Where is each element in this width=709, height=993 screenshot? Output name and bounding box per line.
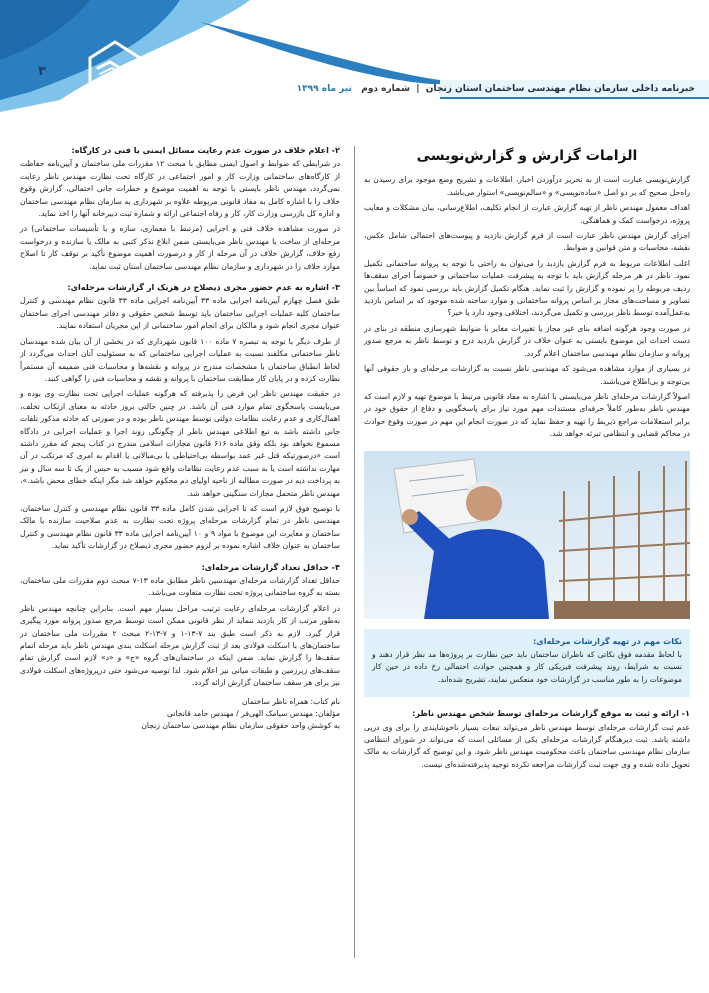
section-heading: ۳- اشاره به عدم حضور مجری ذیصلاح در هریک از گزارشات مرحله‌ای:	[67, 282, 340, 293]
section-heading: ۱- ارائه و ثبت به موقع گزارشات مرحله‌ای توسط شخص مهندس ناظر:	[412, 708, 690, 719]
paragraph: اغلب اطلاعات مربوط به فرم گزارش بازدید را می‌توان به راحتی با توجه به پروانه ساختمانی تکمیل نمود. ناظر در هر مرحله گزارش باید با توجه به پیشرفت عملیات ساختمانی و خصوصاً اجرای سقف‌ها ردیف مربوطه را پر نموده و گزارش را ثبت نماید. هنگام تکمیل گزارش باید بررسی نمود که اساساً بین تصاویر و مساحت‌های مجاز بر اساس پروانه ساختمانی و موارد ساخته شده موجود که بر اساس بازدید به‌عمل‌آمده توسط ناظر بررسی و تکمیل می‌گردند، اختلافی وجود دارد یا خیر؟	[364, 258, 690, 318]
newsletter-name: خبرنامه داخلی سازمان نظام مهندسی ساختمان استان زنجان	[425, 84, 695, 94]
article-title: الزامات گزارش و گزارش‌نویسی	[416, 148, 638, 164]
section-heading: ۲- اعلام خلاف در صورت عدم رعایت مسائل ایمنی یا فنی در کارگاه:	[71, 145, 340, 155]
paragraph: در حقیقت مهندس ناظر این فرض را پذیرفته که هرگونه عملیات اجرایی تحت نظارت وی بوده و می‌بایست پاسخگوی تمام موارد فنی آن باشد. در چنین حالتی بروز حادثه به معنای ارتکاب تخلف، اهمال‌کاری و عدم رعایت نظامات دولتی توسط مهندس ناظر بوده و در صورتی که حادثه مذکور تلفات جانی داشته باشد به تبع اطلاعی مهندس ناظر از چگونگی روند اجرا و عملیات اجرایی در دادگاه مسموع نخواهد بود بلکه وفق ماده ۶۱۶ قانون مجازات اسلامی مندرج در کتاب پنجم که مقرر داشته است «درصورتیکه قتل غیر عمد بواسطه بی‌احتیاطی یا بی‌مبالاتی یا اقدام به امری که مرتکب در آن مهارت نداشته است یا به سبب عدم رعایت نظامات واقع شود مسبب به حبس از یک تا سه سال و نیز به پرداخت دیه در صورت مطالبه از ناحیه اولیای دم محکوم خواهد شد مگر اینکه خطای محض باشد.»، مهندس ناظر متحمل مجازات سنگینی خواهد شد.	[20, 389, 341, 498]
issue-date: تیر ماه ۱۳۹۹	[296, 84, 352, 94]
page-header	[0, 0, 709, 112]
credit-line: به کوشش واحد حقوقی سازمان نظام مهندسی ساختمان زنجان	[141, 721, 340, 731]
notes-box	[364, 629, 690, 698]
paragraph: عدم ثبت گزارشات مرحله‌ای توسط مهندس ناظر می‌تواند تبعات بسیار ناخوشایندی را برای وی درپی داشته باشد. ثبت دیرهنگام گزارشات مرحله‌ای یکی از مسائلی است که می‌تواند در شورای انتظامی سازمان نظام مهندسی ساختمان باعث محکومیت مهندس ناظر شود. و این توضیح که گزارشات به مالک تحویل داده شده و وی جهت ثبت گزارشات مراجعه نکرده توجیه پذیرفته‌شده‌ای نیست.	[364, 722, 690, 769]
paragraph: در شرایطی که ضوابط و اصول ایمنی مطابق با مبحث ۱۲ مقررات ملی ساختمان و آیین‌نامه حفاظت از کارگاه‌های ساختمانی وزارت کار و امور اجتماعی در کارگاه تحت نظارت مهندس ناظر رعایت نمی‌گردد، مهندس ناظر بایستی با توجه به اهمیت موضوع و خطرات جانی احتمالی، گزارش وقوع خلاف را با اشاره کامل به مفاد قانونی مربوطه علاوه بر شهرداری به سازمان نظام مهندسی ساختمان و اداره کل بازرسی وزارت کار، کار و رفاه اجتماعی ارائه و شماره ثبت دبیرخانه آنها را اخذ نماید.	[20, 159, 340, 219]
handshake-house-icon	[80, 38, 150, 90]
paragraph: در اعلام گزارشات مرحله‌ای رعایت ترتیب مراحل بسیار مهم است. بنابراین چنانچه مهندس ناظر به‌طور مرتب از کار بازدید ننماید از نظر قانونی ممکن است توسط مرجع صدور پروانه مورد پیگیری قرار گیرد. لازم به ذکر است طبق بند ۷-۱۳-۱ و ۷-۱۳-۲ مبحث ۲ مقررات ملی ساختمان در ساختمان‌های با اسکلت فولادی بعد از ثبت گزارش مرحله اسکلت بندی مهندس ناظر باید مرحله اتمام سقف‌ها را گزارش نماید. ضمن اینکه در ساختمان‌های گروه «ج» و «د» لازم است گزارش تمام سقف‌های زیرزمین و طبقات میانی نیز اعلام شود. لذا توصیه می‌شود حتی درپروژه‌های اسکلت فولادی نیز برای هر سقف ساختمان گزارش ارائه گردد.	[20, 603, 341, 688]
paragraph: اهداف معمول مهندس ناظر از تهیه گزارش عبارت از انجام تکلیف، اطلاع‌رسانی، بیان مشکلات و معایب پروژه، درخواست کمک و هماهنگی.	[364, 203, 690, 225]
left-column	[20, 142, 340, 733]
paragraph: حداقل تعداد گزارشات مرحله‌ای مهندسین ناظر مطابق ماده ۱۳-۷ مبحث دوم مقررات ملی ساختمان، بسته به گروه ساختمانی پروژه تحت نظارت متفاوت می‌باشد.	[20, 576, 340, 598]
credit-line: مؤلفان: مهندس سیامک الهی‌فر / مهندس حامد قانجانی	[167, 709, 340, 719]
notes-text: با لحاظ مقدمه فوق نکاتی که ناظران ساختمان باید حین نظارت بر پروژه‌ها مد نظر قرار دهند و نسبت به شرایط، روند پیشرفت فیزیکی کار و همچنین حوادث احتمالی رخ داده در حین کار موضوعات را به طور مناسب در گزارشات خود منعکس نمایند، تشریح شده‌اند.	[372, 649, 682, 684]
column-divider	[354, 146, 355, 958]
paragraph: در بسیاری از موارد مشاهده می‌شود که مهندسی ناظر نسبت به گزارشات مرحله‌ای و بار حقوقی آنها بی‌توجه و بی‌اطلاع می‌باشند.	[364, 364, 690, 386]
paragraph: با توضیح فوق لازم است که تا اجرایی شدن کامل ماده ۳۳ قانون نظام مهندسی و کنترل ساختمان، مهندسی ناظر در تمام گزارشات مرحله‌ای پروژه تحت نظارت به عدم صلاحیت سازنده یا مالک ساختمان و مغایرت این موضوع با مواد ۹ و ۱۰ آیین‌نامه اجرایی ماده ۳۳ قانون نظام مهندسی و کنترل ساختمان به عنوان خلاف اشاره نموده بر لزوم حضور مجری ذیصلاح در گزارشات تأکید نماید.	[20, 503, 340, 551]
paragraph: گزارش‌نویسی عبارت است از به تحریر درآوردن اخبار، اطلاعات و تشریح وضع موجود برای رسیدن به راه‌حل صحیح که بر دو اصل «ساده‌نویسی» و «سالم‌نویسی» استوار می‌باشد.	[364, 175, 690, 197]
paragraph: در صورت مشاهده خلاف فنی و اجرایی (مرتبط با معماری، سازه و یا تأسیسات ساختمانی) در مرحله‌ای از ساخت یا مهندس ناظر می‌بایستی ضمن ابلاغ تذکر کتبی به مالک یا سازنده و درخواست رفع خلاف، گزارش خلاف در آن مرحله از کار و درصورت اهمیت موضوع تأکید بر توقف کار تا اصلاح موارد خلاف را در شهرداری و سازمان نظام مهندسی ساختمان استان ثبت نماید.	[20, 224, 340, 271]
credit-line: نام کتاب: همراه ناظر ساختمان	[242, 696, 340, 706]
notes-heading: نکات مهم در تهیه گزارشات مرحله‌ای:	[533, 635, 682, 646]
right-column	[364, 142, 690, 774]
paragraph: اصولاً گزارشات مرحله‌ای ناظر می‌بایستی با اشاره به مفاد قانونی مرتبط با موضوع تهیه و لازم است که مهندس ناظر به‌طور کاملاً حرفه‌ای مستندات مهم مورد نیاز برای پاسخگویی و دفاع از حقوق خود در برابر استعلامات مراجع ذیربط را تهیه و حفظ نماید که در صورت انجام این مهم در صورت وقوع حوادث در محاکم قضایی و انتظامی تبرئه خواهد شد.	[364, 391, 690, 439]
issue-number: شماره دوم	[361, 84, 410, 94]
section-heading: ۴- حداقل تعداد گزارشات مرحله‌ای:	[201, 561, 340, 572]
engineer-photo	[364, 451, 690, 619]
paragraph: طبق فصل چهارم آیین‌نامه اجرایی ماده ۳۳ آیین‌نامه اجرایی ماده ۳۳ قانون نظام مهندسی و کنترل ساختمان کلیه عملیات اجرایی ساختمان باید توسط شخص حقوقی و دفاتر مهندسی اجرای ساختمان عنوان مجری انجام شود و مالکان برای انجام امور ساختمانی از این مجریان استفاده نمایند.	[20, 296, 340, 331]
paragraph: اجزای گزارش مهندس ناظر عبارت است از فرم گزارش بازدید و پیوست‌های احتمالی شامل عکس، نقشه، محاسبات و متن قوانین و ضوابط.	[364, 231, 690, 253]
book-credits	[20, 696, 340, 733]
newsletter-header: خبرنامه داخلی سازمان نظام مهندسی ساختمان استان زنجان | شماره دوم تیر ماه ۱۳۹۹	[296, 84, 695, 94]
paragraph: در صورت وجود هرگونه اضافه بنای غیر مجاز یا تغییرات مغایر با ضوابط شهرسازی منطقه در بنای در دست احداث این موضوع بایستی به عنوان خلاف در گزارش بازدید درج و توسط ناظر به مرجع صدور پروانه و سازمان نظام مهندسی ساختمان اعلام گردد.	[364, 323, 690, 358]
page-number: ۳	[38, 64, 46, 79]
paragraph: از طرف دیگر با توجه به تبصره ۷ ماده ۱۰۰ قانون شهرداری که در بخشی از آن بیان شده مهندسان ناظر ساختمانی مکلفند نسبت به عملیات اجرایی ساختمانی که به مسئولیت آنان احداث می‌گردد از لحاظ انطباق ساختمان با مشخصات مندرج در پروانه و نقشه‌ها و محاسبات فنی ضمیمه آن مستمراً نظارت کرده و در پایان کار مطابقت ساختمان با پروانه و نقشه و محاسبات فنی را گواهی کنند.	[20, 336, 340, 383]
